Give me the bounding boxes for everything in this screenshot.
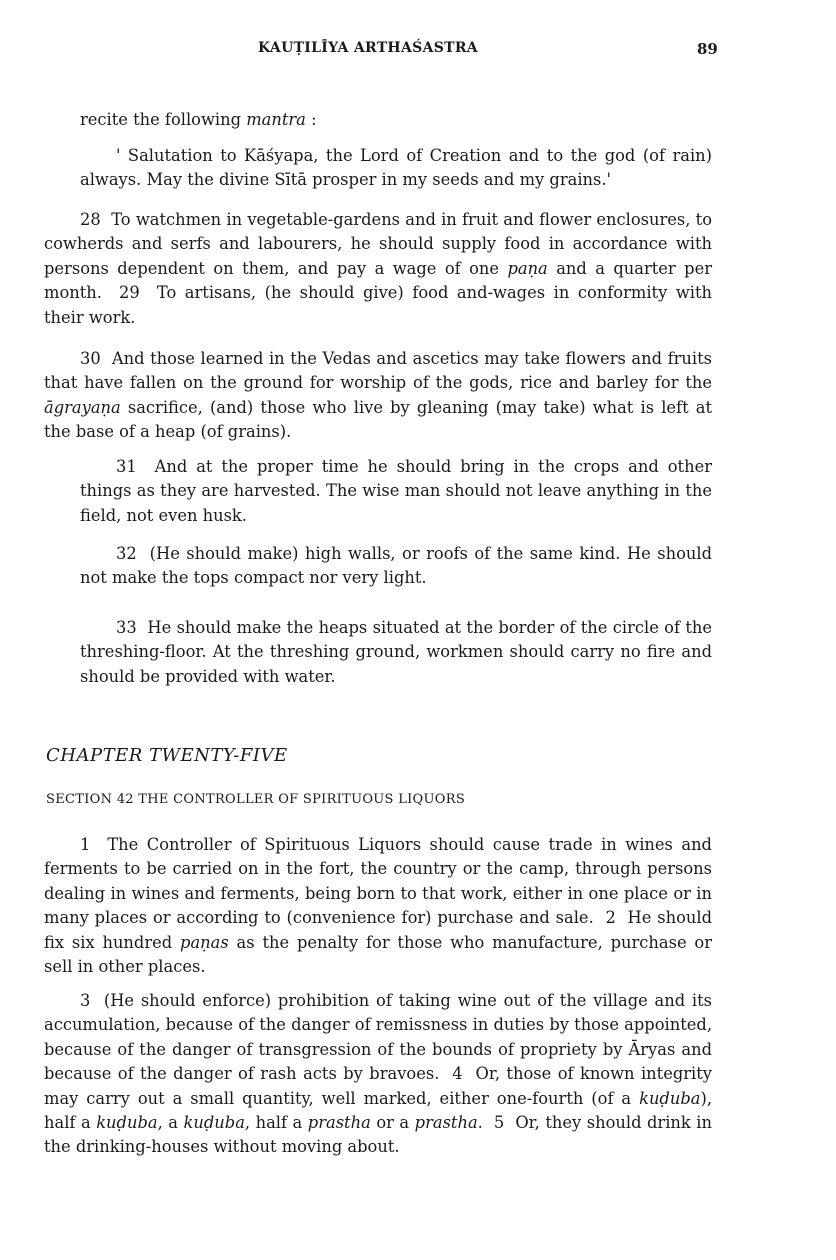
verse-number: 5 [493, 1113, 505, 1133]
verse-number: 31 [116, 457, 137, 476]
verse-number: 3 [80, 991, 91, 1010]
section-heading: SECTION 42 THE CONTROLLER OF SPIRITUOUS LIQUORS [46, 792, 466, 807]
term-kuduba: kuḍuba [183, 1113, 245, 1133]
term-mantra: mantra [246, 110, 306, 129]
section-42-paragraph-3: 3 (He should enforce) prohibition of taking wine out of the village and its accumulation, because of the danger of remissness in duties by those appointed, because of the danger of transgression of the bounds of propriety by Āryas and because of the danger of rash acts by bravoes. 4 Or, those of known integrity may carry out a small quantity, well marked, either one-fourth (of a kuḍuba), half a kuḍuba, a kuḍuba, half a prastha or a prastha. 5 Or, they should drink in the drinking-houses without moving about. [44, 991, 713, 1157]
term-kuduba: kuḍuba [639, 1088, 701, 1108]
verse-number: 32 [116, 544, 137, 563]
section-42-paragraph-1: 1 The Controller of Spirituous Liquors should cause trade in wines and ferments to be carried on in the fort, the country or the camp, through persons dealing in wines and ferments, being born to that work, either in one place or in many places or according to (convenience for) purchase and sale. 2 He should fix six hundred paṇas as the penalty for those who manufacture, purchase or sell in other places. [44, 835, 712, 977]
term-panas: paṇas [180, 932, 229, 952]
intro-line: recite the following mantra : [80, 110, 317, 129]
verse-number: 29 [119, 283, 140, 303]
mantra-quote: ' Salutation to Kāśyapa, the Lord of Creation and to the god (of rain) always. May the divine Sītā prosper in my seeds and my grains.' [80, 146, 712, 190]
verse-number: 2 [605, 908, 616, 928]
verse-number: 1 [80, 835, 91, 854]
running-header [0, 40, 836, 64]
term-prastha: prastha [414, 1113, 478, 1133]
paragraph-32: 32 (He should make) high walls, or roofs of the same kind. He should not make the tops compact nor very light. [80, 544, 712, 588]
verse-number: 30 [80, 349, 101, 368]
paragraph-31: 31 And at the proper time he should bring in the crops and other things as they are harvested. The wise man should not leave anything in the field, not even husk. [80, 457, 712, 525]
term-pana: paṇa [507, 258, 548, 278]
paragraph-28: 28 To watchmen in vegetable-gardens and in fruit and flower enclosures, to cowherds and serfs and labourers, he should supply food in accordance with persons dependent on them, and pay a wage of one paṇa and a quarter per month. 29 To artisans, (he should give) food and-wages in conformity with their work. [44, 210, 712, 327]
running-title: KAUṬILĪYA ARTHAŚASTRA [258, 40, 478, 56]
term-kuduba: kuḍuba [96, 1113, 158, 1133]
verse-number: 28 [80, 210, 101, 229]
page-number: 89 [697, 40, 718, 58]
verse-number: 4 [452, 1064, 463, 1084]
verse-number: 33 [116, 618, 137, 637]
term-prastha: prastha [307, 1113, 371, 1133]
paragraph-30: 30 And those learned in the Vedas and ascetics may take flowers and fruits that have fallen on the ground for worship of the gods, rice and barley for the āgrayaṇa sacrifice, (and) those who live by gleaning (may take) what is left at the base of a heap (of grains). [44, 349, 712, 442]
term-agrayana: āgrayaṇa [44, 397, 121, 417]
chapter-title: CHAPTER TWENTY-FIVE [46, 745, 288, 766]
paragraph-33: 33 He should make the heaps situated at the border of the circle of the threshing-floor. At the threshing ground, workmen should carry no fire and should be provided with water. [80, 618, 713, 686]
